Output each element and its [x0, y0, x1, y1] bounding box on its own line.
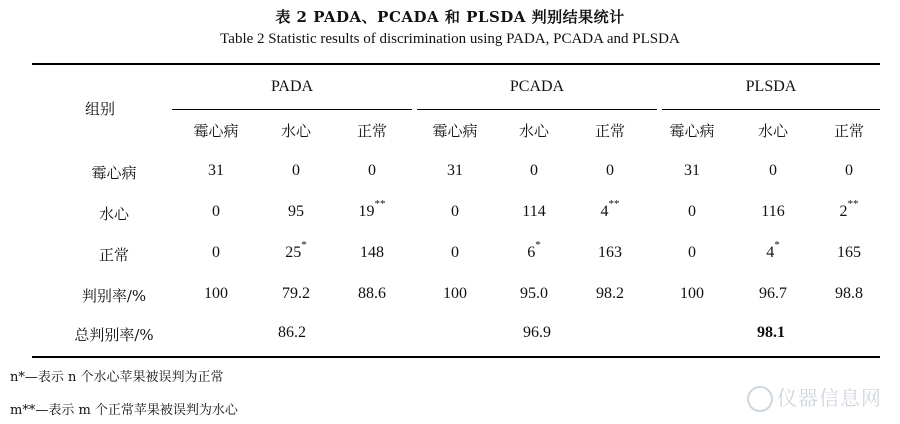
cell-value: 0	[451, 244, 459, 261]
pcada-underline	[417, 109, 657, 110]
table-cell	[811, 244, 887, 262]
cell-value: 31	[208, 162, 224, 179]
cell-value: 0	[212, 203, 220, 220]
table-cell	[654, 244, 730, 262]
table-cell	[178, 162, 254, 180]
cell-value: 96.7	[759, 285, 787, 302]
cell-footnote-marker: *	[774, 238, 780, 251]
table-cell	[258, 285, 334, 303]
cell-value: 116	[761, 203, 785, 220]
cell-value: 0	[606, 162, 614, 179]
footnote-double-star: m**—表示 m 个正常苹果被误判为水心	[10, 403, 238, 418]
cell-value: 79.2	[282, 285, 310, 302]
table-cell	[334, 197, 410, 221]
subcol-header: 水心	[518, 122, 549, 140]
table-cell	[417, 244, 493, 262]
table-cell	[417, 285, 493, 303]
table-cell	[735, 285, 811, 303]
table-cell	[178, 244, 254, 262]
table-cell	[417, 162, 493, 180]
table-cell	[811, 197, 887, 221]
watermark-text: 仪器信息网	[777, 385, 882, 410]
cell-value: 100	[204, 285, 228, 302]
cell-value: 100	[443, 285, 467, 302]
method-header-plsda: PLSDA	[745, 78, 797, 95]
cell-footnote-marker: **	[608, 197, 620, 210]
cell-value: 0	[845, 162, 853, 179]
row-label: 水心	[98, 205, 129, 223]
table-cell	[735, 162, 811, 180]
table-cell	[334, 162, 410, 180]
cell-value: 114	[522, 203, 546, 220]
group-header: 组别	[84, 100, 115, 118]
cell-footnote-marker: **	[374, 197, 386, 210]
table-title-chinese: 表 2 PADA、PCADA 和 PLSDA 判别结果统计	[275, 8, 625, 26]
cell-value: 6	[527, 244, 536, 261]
cell-value: 95.0	[520, 285, 548, 302]
subcol-header: 霉心病	[432, 122, 478, 140]
subcol-header: 正常	[356, 122, 387, 140]
subcol-header: 霉心病	[669, 122, 715, 140]
cell-value: 98.2	[596, 285, 624, 302]
cell-value: 163	[598, 244, 622, 261]
cell-value: 4	[766, 244, 775, 261]
total-pcada: 96.9	[523, 324, 551, 341]
cell-value: 31	[447, 162, 463, 179]
table-cell	[654, 162, 730, 180]
table-cell	[496, 203, 572, 221]
table-cell	[258, 238, 334, 262]
cell-value: 0	[688, 203, 696, 220]
subcol-header: 正常	[594, 122, 625, 140]
cell-value: 4	[600, 203, 609, 220]
cell-footnote-marker: *	[301, 238, 307, 251]
subcol-header: 正常	[833, 122, 864, 140]
table-cell	[654, 203, 730, 221]
cell-value: 0	[292, 162, 300, 179]
row-label: 正常	[98, 246, 129, 264]
subcol-header: 水心	[757, 122, 788, 140]
table-cell	[258, 203, 334, 221]
cell-value: 148	[360, 244, 384, 261]
cell-value: 31	[684, 162, 700, 179]
subcol-header: 霉心病	[193, 122, 239, 140]
table-cell	[572, 162, 648, 180]
cell-value: 98.8	[835, 285, 863, 302]
cell-footnote-marker: *	[535, 238, 541, 251]
cell-value: 165	[837, 244, 861, 261]
total-plsda: 98.1	[757, 324, 785, 341]
cell-value: 25	[285, 244, 302, 261]
table-cell	[417, 203, 493, 221]
cell-value: 0	[368, 162, 376, 179]
total-pada: 86.2	[278, 324, 306, 341]
top-rule	[32, 63, 880, 65]
table-cell	[496, 285, 572, 303]
table-cell	[811, 285, 887, 303]
footnote-single-star: n*—表示 n 个水心苹果被误判为正常	[10, 370, 224, 385]
watermark	[747, 382, 882, 413]
cell-value: 0	[769, 162, 777, 179]
bottom-rule	[32, 356, 880, 358]
subcol-header: 水心	[280, 122, 311, 140]
method-header-pcada: PCADA	[509, 78, 565, 95]
method-header-pada: PADA	[270, 78, 314, 95]
cell-value: 95	[288, 203, 304, 220]
cell-value: 19	[358, 203, 375, 220]
table-title-english: Table 2 Statistic results of discrimination using PADA, PCADA and PLSDA	[220, 31, 680, 47]
table-cell	[735, 238, 811, 262]
cell-value: 2	[839, 203, 848, 220]
table-cell	[572, 244, 648, 262]
table-cell	[572, 197, 648, 221]
row-label: 判别率/%	[81, 287, 147, 305]
watermark-logo-icon	[747, 386, 773, 412]
table-cell	[496, 162, 572, 180]
table-cell	[178, 285, 254, 303]
pada-underline	[172, 109, 412, 110]
cell-value: 0	[451, 203, 459, 220]
table-cell	[811, 162, 887, 180]
table-cell	[334, 244, 410, 262]
table-cell	[735, 203, 811, 221]
cell-value: 0	[212, 244, 220, 261]
table-cell	[654, 285, 730, 303]
cell-value: 0	[688, 244, 696, 261]
cell-footnote-marker: **	[847, 197, 859, 210]
row-label: 霉心病	[91, 164, 137, 182]
table-cell	[178, 203, 254, 221]
table-cell	[572, 285, 648, 303]
table-cell	[334, 285, 410, 303]
table-cell	[496, 238, 572, 262]
cell-value: 100	[680, 285, 704, 302]
table-cell	[258, 162, 334, 180]
plsda-underline	[662, 109, 880, 110]
cell-value: 88.6	[358, 285, 386, 302]
cell-value: 0	[530, 162, 538, 179]
total-row-label: 总判别率/%	[74, 326, 154, 344]
